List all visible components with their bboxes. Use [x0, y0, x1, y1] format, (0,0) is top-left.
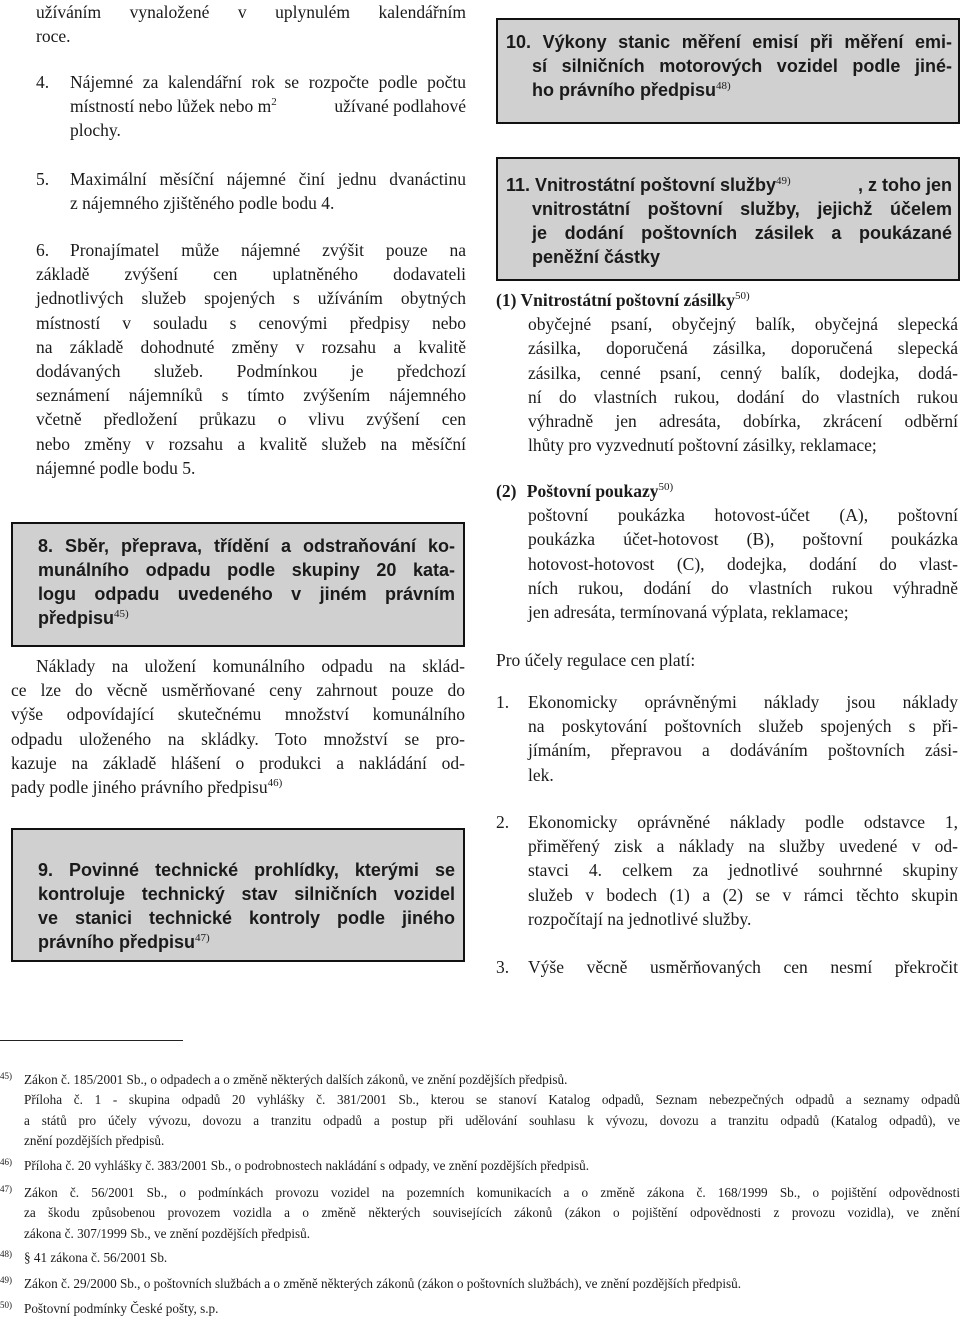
section-1	[496, 288, 960, 457]
box-heading-line: 8. Sběr, přeprava, třídění a odstraňování ko-	[38, 536, 455, 556]
box-heading-line: peněžní částky	[532, 247, 661, 267]
box-heading-line	[506, 173, 952, 197]
text-line: nebo změny v rozsahu a kvalitě služeb na měsíční	[36, 433, 466, 454]
box-heading-line: předpisu	[38, 608, 115, 628]
text-line: včetně předložení průkazu o vlivu zvýšení cen	[36, 409, 466, 430]
item-number: 6.	[36, 240, 50, 260]
footnote-number: 50)	[0, 1300, 12, 1310]
list-item-5	[36, 167, 466, 215]
text-line: lhůty pro vyzvednutí poštovní zásilky, reklamace;	[528, 435, 877, 456]
text-line: obyčejné psaní, obyčejný balík, obyčejná slepecká	[528, 314, 958, 335]
text-line: jen adresáta, termínovaná výplata, reklamace;	[528, 602, 849, 623]
text-line: lek.	[528, 764, 554, 785]
text-line: hotovost-hotovost (C), dodejka, dodání do vlast-	[528, 553, 958, 574]
text-line: místností v souladu s cenovými předpisy nebo	[36, 312, 466, 333]
paragraph-8	[11, 654, 465, 799]
section-box-9	[11, 828, 465, 962]
purpose-line: Pro účely regulace cen platí:	[496, 650, 696, 670]
footnote-line: znění pozdějších předpisů.	[24, 1133, 165, 1149]
text-line: Ekonomicky oprávněnými náklady jsou náklady	[528, 692, 958, 712]
footnote-line: za škodu způsobenou provozem vozidla a o změně některých souvisejících zákonů (zákon o pojištění odpovědnosti z provozu vozidla), ve znění	[24, 1205, 960, 1221]
text-line: jímáním, přepravou a dodáváním poštovních zási-	[528, 740, 958, 761]
section-box-10	[496, 18, 960, 124]
box-heading-line: munálního odpadu podle skupiny 20 kata-	[38, 560, 455, 580]
text-line: výhradně jen adresáta, dobírka, zkrácení odběrní	[528, 411, 958, 432]
text-line: zásilka, cenné psaní, cenný balík, dodejka, dodá-	[528, 362, 958, 383]
text-line: stavci 4. celkem za jednotlivé souhrnné skupiny	[528, 860, 958, 881]
box-heading-line: kontroluje technický stav silničních vozidel	[38, 884, 455, 904]
text-line: pady podle jiného právního předpisu	[11, 777, 268, 798]
box-heading-line: je dodání poštovních zásilek a poukázané	[532, 223, 952, 243]
text-line: roce.	[36, 26, 71, 47]
text-line: poukázka účet-hotovost (B), poštovní poukázka	[528, 529, 958, 550]
footnote-ref: 49)	[776, 175, 791, 187]
text-line: služeb v bodech (1) a (2) se v rámci těchto skupin	[528, 884, 958, 905]
footnote-line: Poštovní podmínky České pošty, s.p.	[24, 1301, 219, 1316]
footnote-ref: 48)	[716, 80, 731, 92]
footnote-ref: 50)	[735, 290, 750, 303]
text-span: užívané podlahové	[334, 96, 466, 117]
footnote-separator	[0, 1040, 183, 1041]
text-line: užíváním vynaložené v uplynulém kalendářním	[36, 2, 466, 22]
item-number: 1.	[496, 692, 510, 712]
superscript: 2	[271, 96, 277, 109]
footnote-number: 48)	[0, 1249, 12, 1259]
text-line: poštovní poukázka hotovost-účet (A), poštovní	[528, 505, 958, 526]
section-2-heading	[496, 479, 960, 503]
text-line: ce lze do věcně usměrňované ceny zahrnout pouze do	[11, 680, 465, 701]
text-line: Nájemné za kalendářní rok se rozpočte podle počtu	[70, 72, 466, 92]
text-line: zásilka, doporučená zásilka, doporučená slepecká	[528, 338, 958, 359]
list-item-6	[36, 238, 466, 480]
footnote-ref: 50)	[658, 481, 674, 494]
text-line: odpadu uloženého na skládky. Toto množství se pro-	[11, 728, 465, 749]
list-item-4	[36, 70, 466, 143]
footnote-line: Zákon č. 185/2001 Sb., o odpadech a o změně některých dalších zákonů, ve znění pozdějších předpisů.	[24, 1072, 568, 1087]
text-line: kazuje na základě hlášení o produkci a nakládání od-	[11, 752, 465, 773]
footnote-line: Zákon č. 56/2001 Sb., o podmínkách provozu vozidel na pozemních komunikacích a o změně zákona č. 168/1999 Sb., o pojištění odpovědnosti	[24, 1185, 960, 1200]
text-line: dodávaných služeb. Podmínkou je předchozí	[36, 361, 466, 382]
text-span: místností nebo lůžek nebo m	[70, 96, 272, 117]
text-line: na poskytování poštovních služeb spojených s při-	[528, 716, 958, 737]
text-line: Náklady na uložení komunálního odpadu na sklád-	[36, 656, 465, 676]
text-line: rozpočítají na jednotlivé služby.	[528, 908, 752, 929]
footnote-ref: 46)	[267, 777, 283, 790]
section-2	[496, 479, 960, 624]
section-box-8	[11, 522, 465, 647]
text-line: ní do vlastních rukou, dodání do vlastních rukou	[528, 386, 958, 407]
rule-item-1	[496, 690, 960, 787]
footnote-line: Zákon č. 29/2000 Sb., o poštovních službách a o změně některých zákonů (zákon o poštovních službách), ve znění pozdějších předpisů.	[24, 1276, 742, 1291]
box-heading-line: právního předpisu	[38, 932, 196, 952]
rule-item-2	[496, 810, 960, 931]
item-number: 4.	[36, 72, 50, 92]
footnote-number: 46)	[0, 1157, 12, 1167]
text-line: výše odpovídající skutečnému množství komunálního	[11, 704, 465, 725]
footnote-line: § 41 zákona č. 56/2001 Sb.	[24, 1250, 168, 1265]
item-6-text	[36, 238, 466, 480]
text-line: plochy.	[70, 120, 121, 141]
box-heading-line: sí silničních motorových vozidel podle jiné-	[532, 56, 952, 76]
text-span: 11. Vnitrostátní poštovní služby	[506, 175, 777, 195]
section-number: (2)	[496, 481, 517, 501]
box-heading-line: ve stanici technické kontroly podle jiného	[38, 908, 455, 928]
text-line: ních rukou, dodání do vlastních rukou výhradně	[528, 577, 958, 598]
text-line	[70, 94, 466, 118]
text-line: základě zvýšení cen uplatněného dodavateli	[36, 264, 466, 285]
continuation-text	[36, 0, 466, 48]
text-line: na základě dohodnuté změny v rozsahu a kvalitě	[36, 336, 466, 357]
text-line: nájemné podle bodu 5.	[36, 457, 196, 478]
footnote-ref: 45)	[114, 608, 129, 620]
text-line: seznámení nájemníků s tímto zvýšením nájemného	[36, 385, 466, 406]
text-line: z nájemného zjištěného podle bodu 4.	[70, 193, 335, 214]
box-heading-line: 10. Výkony stanic měření emisí při měření emi-	[506, 32, 952, 52]
footnote-line: a států pro účely vývozu, dovozu a tranzitu odpadů a postup při udělování souhlasu k vývozu, dovozu a tranzitu odpadů (Katalog odpadů), ve	[24, 1112, 960, 1128]
box-heading-line: vnitrostátní poštovní služby, jejichž účelem	[532, 199, 952, 219]
footnote-ref: 47)	[195, 932, 210, 944]
box-heading-line: ho právního předpisu	[532, 80, 717, 100]
footnote-line: Příloha č. 1 - skupina odpadů 20 vyhlášky č. 381/2001 Sb., kterou se stanoví Katalog odpadů, Seznam nebezpečných odpadů a seznamy odpadů	[24, 1092, 960, 1108]
footnote-line: zákona č. 307/1999 Sb., ve znění pozdějších předpisů.	[24, 1225, 311, 1241]
section-box-11	[496, 157, 960, 281]
box-heading-line: logu odpadu uvedeného v jiném právním	[38, 584, 455, 604]
footnote-line: Příloha č. 20 vyhlášky č. 383/2001 Sb., o podrobnostech nakládání s odpady, ve znění pozdějších předpisů.	[24, 1158, 590, 1173]
footnote-number: 49)	[0, 1275, 12, 1285]
text-line: Ekonomicky oprávněné náklady podle odstavce 1,	[528, 812, 958, 832]
section-1-heading	[496, 288, 960, 312]
text-span: Poštovní poukazy	[526, 481, 659, 501]
footnote-number: 47)	[0, 1184, 12, 1194]
item-number: 5.	[36, 169, 50, 189]
box-heading-line: 9. Povinné technické prohlídky, kterými se	[38, 860, 455, 880]
text-span: (1) Vnitrostátní poštovní zásilky	[496, 290, 736, 310]
text-span: , z toho jen	[858, 175, 952, 195]
item-number: 3.	[496, 957, 510, 977]
text-line: Maximální měsíční nájemné činí jednu dvanáctinu	[70, 169, 466, 189]
text-line: Výše věcně usměrňovaných cen nesmí překročit	[528, 957, 958, 977]
item-number: 2.	[496, 812, 510, 832]
footnote-number: 45)	[0, 1071, 12, 1081]
text-line: přiměřený zisk a náklady na služby uvedené v od-	[528, 836, 958, 857]
text-line: jednotlivých služeb spojených s užíváním obytných	[36, 288, 466, 309]
text-line: Pronajímatel může nájemné zvýšit pouze na	[70, 240, 466, 260]
rule-item-3	[496, 955, 960, 979]
